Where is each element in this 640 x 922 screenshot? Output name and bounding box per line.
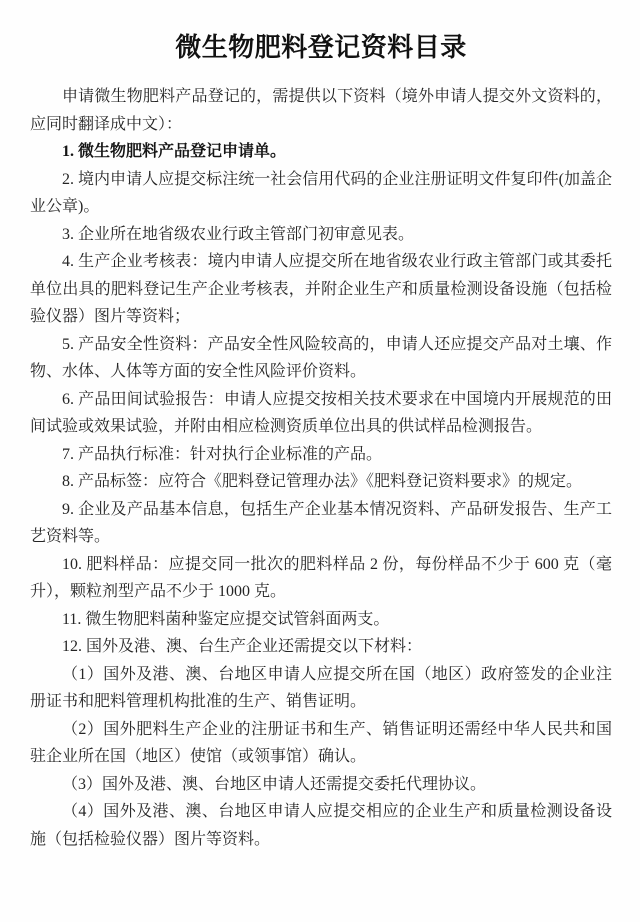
list-item-9: 9. 企业及产品基本信息，包括生产企业基本情况资料、产品研发报告、生产工艺资料等。 [30,500,612,545]
list-item-10: 10. 肥料样品：应提交同一批次的肥料样品 2 份，每份样品不少于 600 克（毫升），颗粒剂型产品不少于 1000 克。 [30,555,612,600]
list-item-11: 11. 微生物肥料菌种鉴定应提交试管斜面两支。 [62,610,390,628]
list-item-4: 4. 生产企业考核表：境内申请人应提交所在地省级农业行政主管部门或其委托单位出具的肥料登记生产企业考核表，并附企业生产和质量检测设备设施（包括检验仪器）图片等资料； [30,253,612,325]
list-item-1: 1. 微生物肥料产品登记申请单。 [62,143,287,160]
list-item-3: 3. 企业所在地省级农业行政主管部门初审意见表。 [62,225,415,243]
list-item-8: 8. 产品标签：应符合《肥料登记管理办法》《肥料登记资料要求》的规定。 [62,473,583,490]
intro-paragraph: 申请微生物肥料产品登记的，需提供以下资料（境外申请人提交外文资料的，应同时翻译成中文）： [30,88,612,133]
document-body [30,83,612,853]
sub-list-item-4: （4）国外及港、澳、台地区申请人应提交相应的企业生产和质量检测设备设施（包括检验仪器）图片等资料。 [30,803,612,848]
sub-list-item-2: （2）国外肥料生产企业的注册证书和生产、销售证明还需经中华人民共和国驻企业所在国（地区）使馆（或领事馆）确认。 [30,720,612,765]
list-item-6: 6. 产品田间试验报告：申请人应提交按相关技术要求在中国境内开展规范的田间试验或效果试验，并附由相应检测资质单位出具的供试样品检测报告。 [30,390,612,435]
list-item-2: 2. 境内申请人应提交标注统一社会信用代码的企业注册证明文件复印件(加盖企业公章)。 [30,170,612,215]
list-item-12: 12. 国外及港、澳、台生产企业还需提交以下材料： [62,638,423,655]
sub-list-item-1: （1）国外及港、澳、台地区申请人应提交所在国（地区）政府签发的企业注册证书和肥料管理机构批准的生产、销售证明。 [30,665,612,710]
list-item-5: 5. 产品安全性资料：产品安全性风险较高的，申请人还应提交产品对土壤、作物、水体、人体等方面的安全性风险评价资料。 [30,335,612,380]
sub-list-item-3: （3）国外及港、澳、台地区申请人还需提交委托代理协议。 [62,775,487,793]
page-title: 微生物肥料登记资料目录 [175,32,467,62]
list-item-7: 7. 产品执行标准：针对执行企业标准的产品。 [62,445,383,463]
